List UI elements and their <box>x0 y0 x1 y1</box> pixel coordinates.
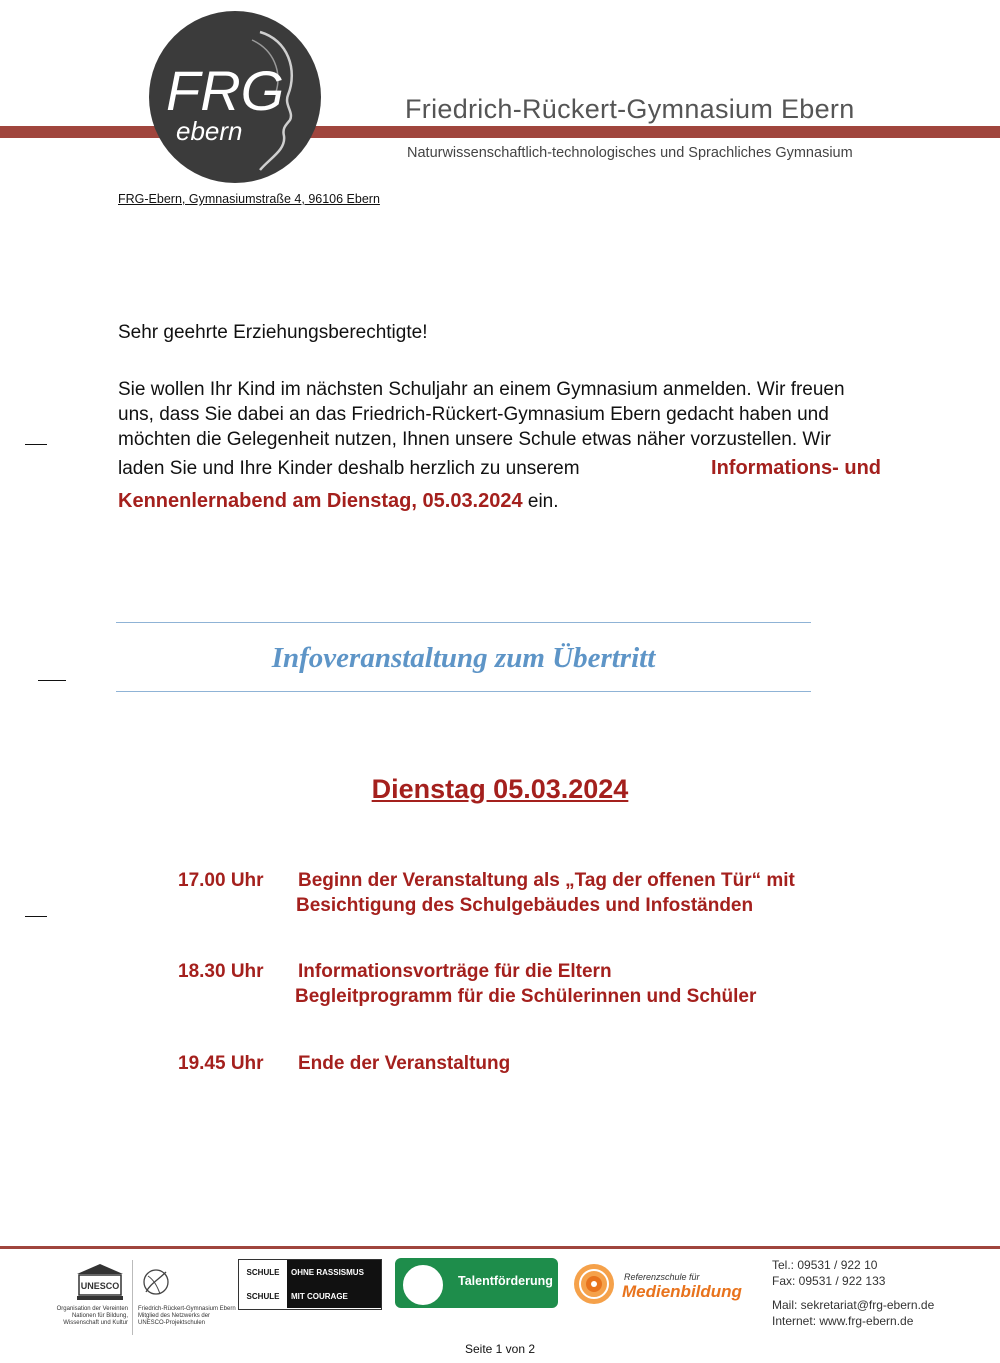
event-date <box>0 774 1000 805</box>
medienbildung-icon <box>572 1262 616 1306</box>
footer-bar <box>0 1246 1000 1249</box>
page-number: Seite 1 von 2 <box>464 1342 536 1356</box>
unesco-label: UNESCO <box>80 1281 120 1291</box>
fold-mark <box>25 916 47 917</box>
medien-subtitle: Referenzschule für <box>624 1272 700 1282</box>
contact-mail: Mail: sekretariat@frg-ebern.de <box>772 1298 935 1312</box>
intro-end: ein. <box>527 491 559 512</box>
logo-text-sub: ebern <box>176 116 243 146</box>
schedule-item: Begleitprogramm für die Schülerinnen und Schüler <box>295 986 757 1007</box>
intro-line: Sie wollen Ihr Kind im nächsten Schuljahr an einem Gymnasium anmelden. Wir freuen <box>118 379 845 400</box>
intro-highlight-b: Kennenlernabend am Dienstag, 05.03.2024 <box>118 490 523 512</box>
schedule-item: Besichtigung des Schulgebäudes und Infoständen <box>296 895 754 916</box>
intro-plain-text: laden Sie und Ihre Kinder deshalb herzlich zu unserem <box>118 458 580 479</box>
intro-line: möchten die Gelegenheit nutzen, Ihnen unsere Schule etwas näher vorzustellen. Wir <box>118 429 831 450</box>
fold-mark <box>38 680 66 681</box>
medien-title: Medienbildung <box>622 1282 742 1301</box>
intro-line: uns, dass Sie dabei an das Friedrich-Rückert-Gymnasium Ebern gedacht haben und <box>118 404 829 425</box>
schedule-item: Informationsvorträge für die Eltern <box>298 961 612 982</box>
contact-fax: Fax: 09531 / 922 133 <box>772 1274 886 1288</box>
logo-text-main: FRG <box>166 59 285 122</box>
schedule-time: 19.45 Uhr <box>178 1053 264 1074</box>
dfb-talentfoerderung-badge <box>395 1258 558 1308</box>
salutation: Sehr geehrte Erziehungsberechtigte! <box>118 322 428 343</box>
event-title: Infoveranstaltung zum Übertritt <box>271 642 656 674</box>
intro-highlight-a: Informations- und <box>711 457 881 479</box>
title-rule-bottom <box>116 691 811 692</box>
fold-mark <box>25 444 47 445</box>
dfb-label: Talentförderung <box>458 1274 553 1288</box>
contact-internet: Internet: www.frg-ebern.de <box>772 1314 914 1328</box>
footer-divider <box>132 1260 133 1335</box>
title-rule-top <box>116 622 811 623</box>
badge-text: MIT COURAGE <box>287 1284 381 1308</box>
globe-icon <box>138 1262 170 1307</box>
intro-line <box>118 452 881 485</box>
schedule-item: Beginn der Veranstaltung als „Tag der offenen Tür“ mit <box>298 870 795 891</box>
schule-ohne-rassismus-badge <box>238 1259 382 1310</box>
badge-text: SCHULE <box>239 1260 287 1284</box>
sender-address: FRG-Ebern, Gymnasiumstraße 4, 96106 Ebern <box>118 192 380 206</box>
badge-text: OHNE RASSISMUS <box>287 1260 381 1284</box>
school-name: Friedrich-Rückert-Gymnasium Ebern <box>405 94 855 124</box>
unesco-network-caption: Friedrich-Rückert-Gymnasium Ebern Mitglied des Netzwerks der UNESCO-Projektschulen <box>138 1306 236 1326</box>
school-subtitle: Naturwissenschaftlich-technologisches und Sprachliches Gymnasium <box>407 145 853 161</box>
schedule-item: Ende der Veranstaltung <box>298 1053 511 1074</box>
badge-text: SCHULE <box>239 1284 287 1308</box>
unesco-caption: Organisation der Vereinten Nationen für Bildung, Wissenschaft und Kultur <box>56 1306 128 1326</box>
contact-tel: Tel.: 09531 / 922 10 <box>772 1258 878 1272</box>
unesco-logo <box>75 1262 125 1302</box>
school-logo <box>148 10 322 184</box>
intro-paragraph <box>118 377 881 518</box>
dfb-emblem-icon <box>401 1263 445 1307</box>
schedule-time: 18.30 Uhr <box>178 961 264 982</box>
schedule-time: 17.00 Uhr <box>178 870 264 891</box>
header-bar-right <box>290 126 1000 138</box>
intro-line <box>118 485 881 518</box>
event-date-text: Dienstag 05.03.2024 <box>371 774 629 804</box>
